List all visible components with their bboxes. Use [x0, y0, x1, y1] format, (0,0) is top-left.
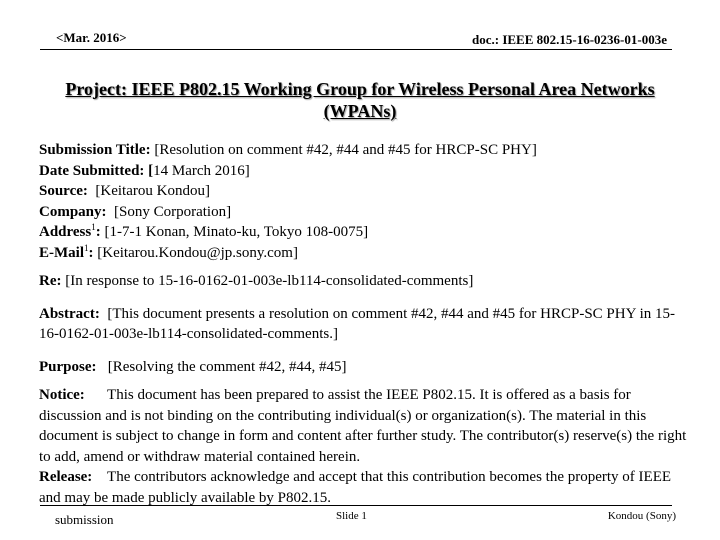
re-value: [In response to 15-16-0162-01-003e-lb114-consolidated-comments] [65, 273, 474, 289]
date-row [39, 161, 689, 182]
date-label: Date Submitted: [ [39, 162, 154, 179]
address-label: Address [39, 224, 92, 240]
company-row [39, 202, 689, 223]
document-body [39, 140, 689, 508]
email-label: E-Mail [39, 244, 84, 261]
company-label: Company: [39, 203, 107, 220]
submission-title-row [39, 140, 689, 161]
purpose-row [39, 357, 689, 378]
footer-author: Kondou (Sony) [607, 510, 676, 522]
slide-number: Slide 1 [336, 510, 367, 522]
notice-paragraph [39, 385, 689, 467]
notice-value: This document has been prepared to assist the IEEE P802.15. It is offered as a basis for discussion and is not binding on the contributing individual(s) or organization(s). The material in this document is subject to change in form and content after further study. The contributor(s) reserve(s) the right to add, amend or withdraw material contained herein. [39, 387, 687, 465]
header-doc-id: doc.: IEEE 802.15-16-0236-01-003e [472, 32, 667, 47]
email-superscript: 1 [84, 242, 89, 253]
abstract-value: [This document presents a resolution on comment #42, #44 and #45 for HRCP-SC PHY in 15-16-0162-01-003e-lb114-consolidated-comments.] [39, 305, 676, 342]
abstract-paragraph [39, 304, 689, 345]
release-value: The contributors acknowledge and accept that this contribution becomes the property of IEEE and may be made publicly available by P802.15. [39, 469, 672, 506]
title-line-1: Project: IEEE P802.15 Working Group for Wireless Personal Area Networks [65, 79, 655, 99]
address-superscript: 1 [91, 222, 96, 232]
email-row [39, 243, 689, 264]
header-divider [40, 49, 672, 50]
source-row [39, 181, 689, 202]
submission-title-value: [Resolution on comment #42, #44 and #45 for HRCP-SC PHY] [154, 142, 537, 158]
re-row [39, 271, 689, 292]
company-value: [Sony Corporation] [114, 203, 232, 220]
submission-title-label: Submission Title: [39, 142, 151, 158]
page-title [40, 78, 680, 122]
source-value: [Keitarou Kondou] [95, 183, 210, 199]
notice-label: Notice: [39, 387, 85, 403]
source-label: Source: [39, 183, 88, 199]
release-label: Release: [39, 469, 93, 485]
address-value: [1-7-1 Konan, Minato-ku, Tokyo 108-0075] [104, 224, 369, 240]
address-row [39, 222, 689, 243]
footer-left: submission [55, 512, 114, 527]
purpose-label: Purpose: [39, 358, 97, 375]
email-value: [Keitarou.Kondou@jp.sony.com] [97, 244, 298, 261]
purpose-value: [Resolving the comment #42, #44, #45] [107, 358, 347, 375]
re-label: Re: [39, 273, 62, 289]
title-line-2: (WPANs) [323, 101, 397, 121]
date-value: 14 March 2016] [153, 162, 250, 179]
email-colon: : [88, 244, 94, 261]
release-paragraph [39, 467, 689, 508]
abstract-label: Abstract: [39, 305, 100, 322]
header-date: <Mar. 2016> [56, 30, 127, 45]
footer-divider [40, 505, 672, 506]
address-colon: : [95, 224, 101, 240]
